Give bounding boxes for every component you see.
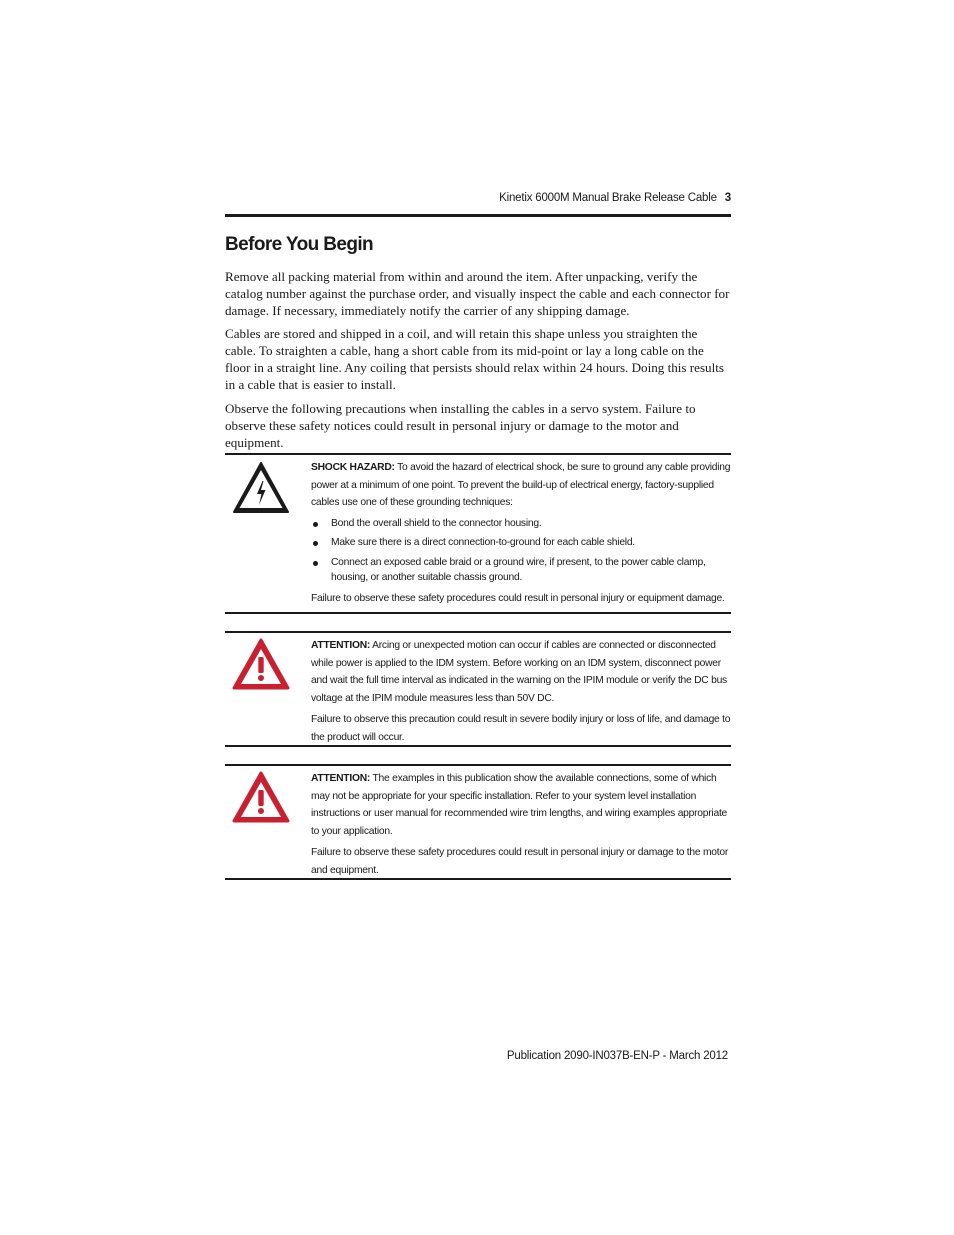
intro-paragraph-unpacking: Remove all packing material from within and around the item. After unpacking, verify the catalog number against the purchase order, and visually inspect the cable and each connector for damage. If necessary, immediately notify the carrier of any shipping damage.	[225, 269, 730, 318]
attention-notice-arcing	[225, 631, 731, 747]
running-title: Kinetix 6000M Manual Brake Release Cable	[499, 192, 717, 204]
shock-hazard-lead: SHOCK HAZARD:	[311, 462, 395, 473]
attention-examples-message: The examples in this publication show the available connections, some of which may not be appropriate for your specific installation. Refer to your system level installation instructions or user manual for recommended wire trim lengths, and wiring examples appropriate to your application.	[311, 773, 728, 837]
grounding-techniques-list	[311, 516, 731, 586]
shock-hazard-text: To avoid the hazard of electrical shock, be sure to ground any cable providing power at a minimum of one point. To prevent the build-up of electrical energy, factory-supplied cables use one of these grounding techniques:	[311, 462, 731, 508]
shock-hazard-notice	[225, 453, 731, 614]
attention-lead: ATTENTION:	[311, 773, 371, 784]
bullet-icon	[313, 541, 318, 546]
attention-examples-closing: Failure to observe these safety procedures could result in personal injury or damage to the motor and equipment.	[311, 847, 729, 876]
shock-hazard-intro	[311, 459, 731, 512]
attention-arcing-text	[311, 637, 731, 707]
attention-warning-icon	[232, 637, 290, 691]
attention-lead: ATTENTION:	[311, 640, 371, 651]
attention-arcing-message: Arcing or unexpected motion can occur if cables are connected or disconnected while power is applied to the IDM system. Before working on an IDM system, disconnect power and wait the full time interval as indicated in the warning on the IPIM module or verify the DC bus voltage at the IPIM module measures less than 50V DC.	[311, 640, 727, 704]
header-rule	[225, 214, 731, 217]
shock-hazard-icon	[232, 461, 290, 515]
running-header	[450, 192, 731, 204]
shock-hazard-body	[311, 459, 731, 611]
bullet-icon	[313, 522, 318, 527]
bullet-icon	[313, 561, 318, 566]
intro-paragraph-coiling: Cables are stored and shipped in a coil, and will retain this shape unless you straighten the cable. To straighten a cable, hang a short cable from its mid-point or lay a long cable on the floor in a straight line. Any coiling that persists should relax within 24 hours. Doing this results in a cable that is easier to install.	[225, 326, 724, 392]
list-item	[311, 555, 731, 586]
shock-hazard-closing: Failure to observe these safety procedures could result in personal injury or equipment damage.	[311, 592, 725, 604]
attention-warning-icon	[232, 770, 290, 824]
list-item-text: Connect an exposed cable braid or a ground wire, if present, to the power cable clamp, housing, or another suitable chassis ground.	[331, 556, 706, 583]
attention-arcing-closing: Failure to observe this precaution could result in severe bodily injury or loss of life, and damage to the product will occur.	[311, 714, 731, 743]
attention-notice-examples	[225, 764, 731, 880]
list-item	[311, 535, 731, 551]
attention-examples-text	[311, 770, 731, 840]
list-item-text: Make sure there is a direct connection-to-ground for each cable shield.	[331, 537, 635, 548]
attention-arcing-body	[311, 637, 731, 750]
list-item	[311, 516, 731, 532]
list-item-text: Bond the overall shield to the connector housing.	[331, 517, 542, 529]
section-title: Before You Begin	[225, 234, 374, 255]
attention-examples-body	[311, 770, 731, 883]
page-number: 3	[724, 192, 731, 204]
publication-footer: Publication 2090-IN037B-EN-P - March 2012	[506, 1050, 728, 1062]
intro-paragraph-precautions: Observe the following precautions when installing the cables in a servo system. Failure to observe these safety notices could result in personal injury or damage to the motor and equipment.	[225, 401, 696, 450]
